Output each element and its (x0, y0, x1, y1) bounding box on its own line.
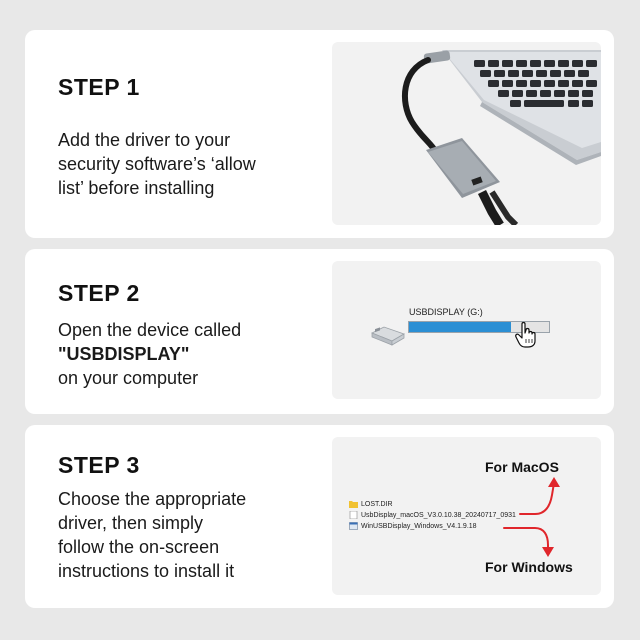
laptop-adapter-illustration (332, 42, 601, 225)
step-3-line-3: follow the on-screen (58, 537, 220, 557)
step-2-title: STEP 2 (58, 280, 140, 306)
for-macos-label: For MacOS (485, 459, 559, 475)
step-2-description (58, 318, 241, 390)
file-name: LOST.DIR (361, 500, 393, 508)
usb-drive-icon (370, 323, 406, 347)
driver-files-illustration (332, 437, 601, 595)
macos-arrowhead (548, 477, 560, 487)
for-windows-label: For Windows (485, 559, 573, 575)
drive-capacity-fill (409, 322, 511, 332)
file-name: UsbDisplay_macOS_V3.0.10.38_20240717_0931 (361, 511, 516, 519)
drive-illustration (332, 261, 601, 399)
hand-cursor-icon (514, 321, 540, 349)
step-3-title: STEP 3 (58, 452, 140, 478)
step-1-line-3: list’ before installing (58, 178, 215, 198)
windows-arrowhead (542, 547, 554, 557)
step-1-card (25, 30, 614, 238)
file-name: WinUSBDisplay_Windows_V4.1.9.18 (361, 522, 477, 530)
step-2-line-3: on your computer (58, 368, 199, 388)
step-3-line-2: driver, then simply (58, 513, 204, 533)
step-3-line-4: instructions to install it (58, 561, 235, 581)
drive-label: USBDISPLAY (G:) (409, 307, 483, 317)
macos-arrow (520, 483, 554, 514)
step-3-description (58, 487, 246, 583)
step-1-description (58, 128, 256, 200)
windows-arrow (504, 528, 548, 551)
step-3-card (25, 425, 614, 608)
step-2-line-1: Open the device called (58, 320, 242, 340)
step-2-device-name: "USBDISPLAY" (58, 344, 190, 364)
step-1-line-1: Add the driver to your (58, 130, 231, 150)
laptop-adapter-image (332, 42, 601, 225)
step-2-card (25, 249, 614, 414)
step-3-line-1: Choose the appropriate (58, 489, 247, 509)
step-1-title: STEP 1 (58, 74, 140, 100)
step-1-line-2: security software’s ‘allow (58, 154, 256, 174)
